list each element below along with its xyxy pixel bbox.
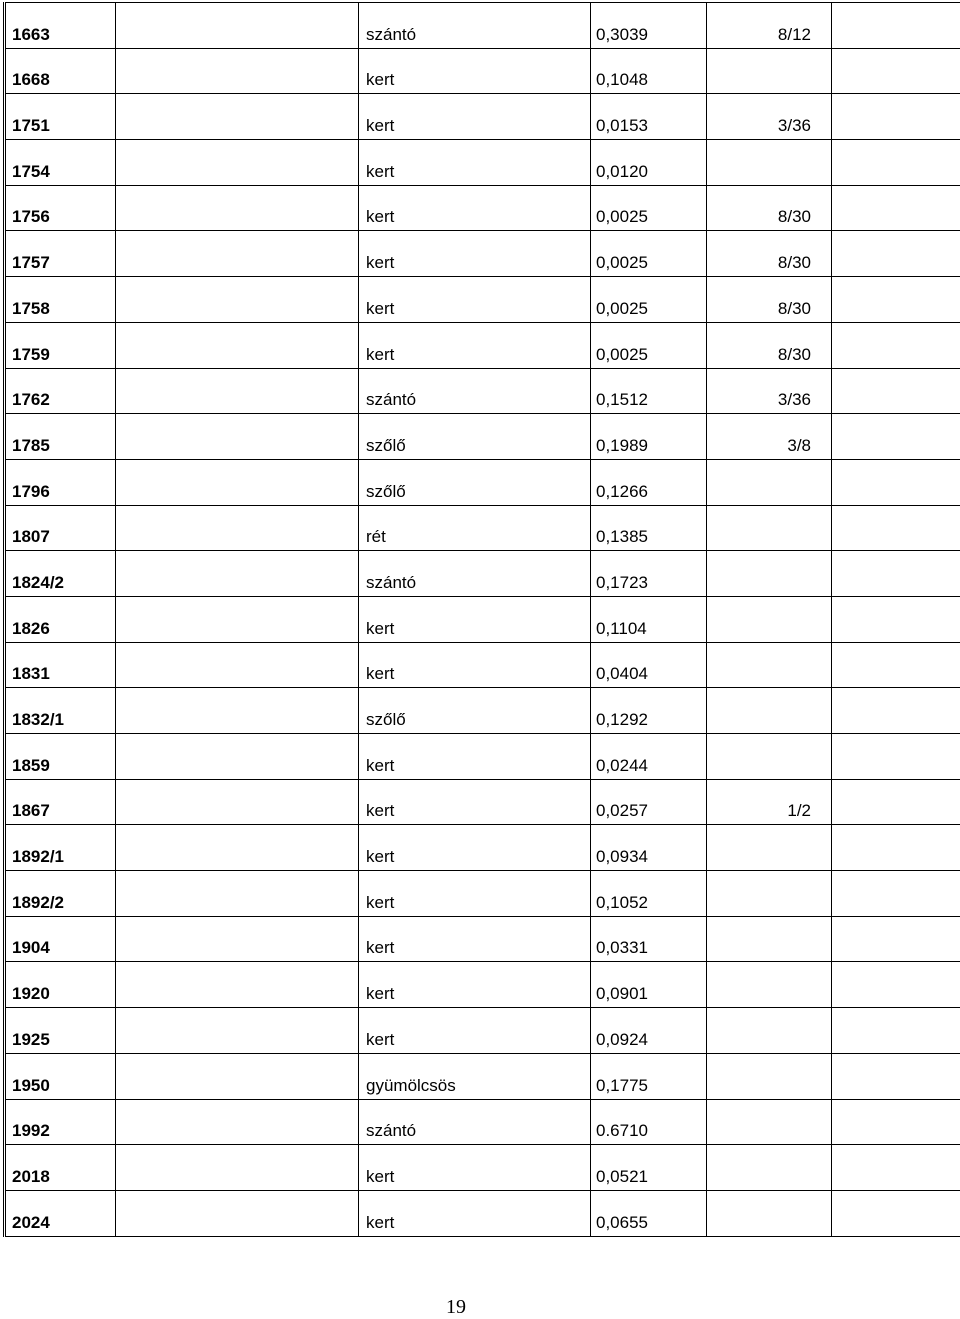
- area-cell: [591, 414, 707, 460]
- table-row: [5, 48, 960, 94]
- empty-cell: [116, 322, 359, 368]
- cultivation-cell: [359, 642, 591, 688]
- empty-cell: [832, 140, 960, 186]
- ownership-share-cell: [707, 962, 832, 1008]
- table-row: [5, 1099, 960, 1145]
- ownership-share-text: 3/36: [707, 116, 811, 139]
- area-cell: [591, 1008, 707, 1054]
- area-cell: [591, 642, 707, 688]
- parcel-number-text: 1826: [12, 619, 115, 642]
- empty-cell: [832, 916, 960, 962]
- ownership-share-cell: [707, 48, 832, 94]
- empty-cell: [832, 596, 960, 642]
- area-text: 0,0404: [596, 664, 706, 687]
- parcel-number-cell: [5, 596, 116, 642]
- cultivation-cell: [359, 459, 591, 505]
- empty-cell: [832, 3, 960, 49]
- empty-cell: [832, 368, 960, 414]
- ownership-share-cell: [707, 1008, 832, 1054]
- cultivation-cell: [359, 1053, 591, 1099]
- area-text: 0,1775: [596, 1076, 706, 1099]
- area-cell: [591, 185, 707, 231]
- empty-cell: [116, 1099, 359, 1145]
- area-text: 0,3039: [596, 25, 706, 48]
- area-cell: [591, 1053, 707, 1099]
- table-row: [5, 642, 960, 688]
- parcel-number-text: 2024: [12, 1213, 115, 1236]
- empty-cell: [832, 185, 960, 231]
- empty-cell: [116, 1008, 359, 1054]
- empty-cell: [832, 459, 960, 505]
- empty-cell: [116, 779, 359, 825]
- ownership-share-cell: [707, 277, 832, 323]
- empty-cell: [832, 277, 960, 323]
- empty-cell: [832, 48, 960, 94]
- parcel-number-cell: [5, 688, 116, 734]
- empty-cell: [116, 1145, 359, 1191]
- table-row: [5, 1053, 960, 1099]
- parcel-number-text: 1832/1: [12, 710, 115, 733]
- table-row: [5, 185, 960, 231]
- cultivation-cell: [359, 1145, 591, 1191]
- page-number: 19: [0, 1296, 912, 1319]
- cultivation-text: szántó: [366, 573, 590, 596]
- area-cell: [591, 688, 707, 734]
- ownership-share-text: 8/30: [707, 253, 811, 276]
- cultivation-cell: [359, 185, 591, 231]
- parcel-number-cell: [5, 368, 116, 414]
- area-cell: [591, 94, 707, 140]
- ownership-share-text: 8/30: [707, 207, 811, 230]
- ownership-share-cell: [707, 414, 832, 460]
- area-text: 0,0521: [596, 1167, 706, 1190]
- table-row: [5, 1190, 960, 1236]
- table-row: [5, 1145, 960, 1191]
- cultivation-text: szőlő: [366, 710, 590, 733]
- cultivation-text: kert: [366, 1213, 590, 1236]
- cultivation-text: kert: [366, 345, 590, 368]
- ownership-share-cell: [707, 459, 832, 505]
- table-row: [5, 596, 960, 642]
- ownership-share-cell: [707, 871, 832, 917]
- area-text: 0,0120: [596, 162, 706, 185]
- area-cell: [591, 1145, 707, 1191]
- parcel-number-text: 1754: [12, 162, 115, 185]
- empty-cell: [832, 688, 960, 734]
- cultivation-text: kert: [366, 207, 590, 230]
- area-text: 0,0257: [596, 801, 706, 824]
- empty-cell: [832, 1008, 960, 1054]
- area-cell: [591, 962, 707, 1008]
- table-row: [5, 962, 960, 1008]
- cultivation-text: kert: [366, 70, 590, 93]
- table-row: [5, 3, 960, 49]
- area-cell: [591, 871, 707, 917]
- empty-cell: [832, 1099, 960, 1145]
- area-text: 0,1048: [596, 70, 706, 93]
- ownership-share-cell: [707, 1053, 832, 1099]
- cultivation-text: kert: [366, 162, 590, 185]
- parcel-number-cell: [5, 414, 116, 460]
- parcel-number-cell: [5, 871, 116, 917]
- parcel-number-cell: [5, 916, 116, 962]
- cultivation-cell: [359, 368, 591, 414]
- table-row: [5, 871, 960, 917]
- area-text: 0,0025: [596, 299, 706, 322]
- table-row: [5, 459, 960, 505]
- cultivation-text: kert: [366, 847, 590, 870]
- parcel-number-text: 1751: [12, 116, 115, 139]
- ownership-share-text: 3/8: [707, 436, 811, 459]
- parcel-number-text: 1920: [12, 984, 115, 1007]
- cultivation-cell: [359, 322, 591, 368]
- empty-cell: [832, 734, 960, 780]
- parcel-number-cell: [5, 1099, 116, 1145]
- parcel-number-text: 1867: [12, 801, 115, 824]
- cultivation-cell: [359, 414, 591, 460]
- cultivation-cell: [359, 779, 591, 825]
- cultivation-cell: [359, 916, 591, 962]
- parcel-number-text: 1904: [12, 938, 115, 961]
- cultivation-text: kert: [366, 116, 590, 139]
- empty-cell: [832, 231, 960, 277]
- parcel-number-cell: [5, 1053, 116, 1099]
- cultivation-cell: [359, 231, 591, 277]
- parcel-number-text: 1831: [12, 664, 115, 687]
- table-row: [5, 551, 960, 597]
- cultivation-text: kert: [366, 664, 590, 687]
- cultivation-text: kert: [366, 938, 590, 961]
- parcel-number-text: 1796: [12, 482, 115, 505]
- parcel-number-text: 1663: [12, 25, 115, 48]
- empty-cell: [832, 1190, 960, 1236]
- empty-cell: [832, 322, 960, 368]
- cultivation-text: kert: [366, 756, 590, 779]
- parcel-number-cell: [5, 140, 116, 186]
- table-row: [5, 779, 960, 825]
- ownership-share-text: 8/12: [707, 25, 811, 48]
- table-row: [5, 368, 960, 414]
- area-cell: [591, 551, 707, 597]
- ownership-share-cell: [707, 94, 832, 140]
- table-row: [5, 231, 960, 277]
- cultivation-text: szőlő: [366, 436, 590, 459]
- ownership-share-cell: [707, 825, 832, 871]
- area-cell: [591, 1190, 707, 1236]
- parcel-number-text: 1759: [12, 345, 115, 368]
- cultivation-text: gyümölcsös: [366, 1076, 590, 1099]
- cultivation-text: kert: [366, 1030, 590, 1053]
- parcel-number-text: 1762: [12, 390, 115, 413]
- ownership-share-text: 3/36: [707, 390, 811, 413]
- area-cell: [591, 916, 707, 962]
- cultivation-text: kert: [366, 299, 590, 322]
- ownership-share-cell: [707, 322, 832, 368]
- area-cell: [591, 231, 707, 277]
- empty-cell: [832, 505, 960, 551]
- area-text: 0,1989: [596, 436, 706, 459]
- parcel-number-cell: [5, 551, 116, 597]
- table-row: [5, 916, 960, 962]
- parcel-number-cell: [5, 1008, 116, 1054]
- cultivation-text: szántó: [366, 1121, 590, 1144]
- parcel-number-text: 1892/1: [12, 847, 115, 870]
- cultivation-cell: [359, 551, 591, 597]
- ownership-share-cell: [707, 642, 832, 688]
- ownership-share-cell: [707, 779, 832, 825]
- cultivation-cell: [359, 505, 591, 551]
- parcel-number-text: 1925: [12, 1030, 115, 1053]
- ownership-share-cell: [707, 3, 832, 49]
- empty-cell: [832, 1145, 960, 1191]
- empty-cell: [116, 140, 359, 186]
- parcel-number-cell: [5, 3, 116, 49]
- parcel-number-cell: [5, 48, 116, 94]
- parcel-number-cell: [5, 231, 116, 277]
- ownership-share-cell: [707, 1145, 832, 1191]
- area-text: 0,0153: [596, 116, 706, 139]
- table-row: [5, 277, 960, 323]
- table-row: [5, 825, 960, 871]
- parcel-number-cell: [5, 505, 116, 551]
- parcel-number-cell: [5, 779, 116, 825]
- parcel-number-cell: [5, 734, 116, 780]
- ownership-share-cell: [707, 734, 832, 780]
- cultivation-cell: [359, 825, 591, 871]
- area-text: 0,0901: [596, 984, 706, 1007]
- table-row: [5, 140, 960, 186]
- cultivation-text: kert: [366, 619, 590, 642]
- area-cell: [591, 825, 707, 871]
- ownership-share-cell: [707, 688, 832, 734]
- cultivation-cell: [359, 277, 591, 323]
- area-cell: [591, 734, 707, 780]
- area-text: 0,1512: [596, 390, 706, 413]
- parcel-number-cell: [5, 459, 116, 505]
- area-cell: [591, 779, 707, 825]
- parcel-number-text: 1668: [12, 70, 115, 93]
- empty-cell: [116, 642, 359, 688]
- empty-cell: [116, 368, 359, 414]
- parcel-table-body: [5, 3, 960, 1237]
- cultivation-cell: [359, 1099, 591, 1145]
- area-text: 0,0934: [596, 847, 706, 870]
- cultivation-text: kert: [366, 1167, 590, 1190]
- area-cell: [591, 459, 707, 505]
- parcel-table: [3, 2, 960, 1237]
- empty-cell: [116, 1190, 359, 1236]
- empty-cell: [116, 962, 359, 1008]
- table-row: [5, 734, 960, 780]
- area-text: 0,0331: [596, 938, 706, 961]
- empty-cell: [116, 1053, 359, 1099]
- parcel-number-text: 1807: [12, 527, 115, 550]
- ownership-share-cell: [707, 596, 832, 642]
- parcel-number-cell: [5, 185, 116, 231]
- table-row: [5, 414, 960, 460]
- empty-cell: [116, 48, 359, 94]
- area-cell: [591, 3, 707, 49]
- parcel-number-text: 1892/2: [12, 893, 115, 916]
- table-row: [5, 505, 960, 551]
- parcel-number-cell: [5, 962, 116, 1008]
- area-text: 0,0025: [596, 207, 706, 230]
- empty-cell: [116, 185, 359, 231]
- empty-cell: [116, 825, 359, 871]
- area-text: 0,1292: [596, 710, 706, 733]
- cultivation-text: szőlő: [366, 482, 590, 505]
- empty-cell: [832, 825, 960, 871]
- ownership-share-text: [707, 1233, 811, 1236]
- empty-cell: [116, 596, 359, 642]
- empty-cell: [832, 779, 960, 825]
- parcel-number-cell: [5, 825, 116, 871]
- empty-cell: [116, 734, 359, 780]
- empty-cell: [832, 414, 960, 460]
- ownership-share-cell: [707, 140, 832, 186]
- area-cell: [591, 368, 707, 414]
- area-text: 0,1052: [596, 893, 706, 916]
- area-cell: [591, 48, 707, 94]
- area-text: 0,1104: [596, 619, 706, 642]
- cultivation-cell: [359, 140, 591, 186]
- area-cell: [591, 596, 707, 642]
- parcel-number-text: 2018: [12, 1167, 115, 1190]
- ownership-share-cell: [707, 1099, 832, 1145]
- empty-cell: [116, 277, 359, 323]
- cultivation-cell: [359, 688, 591, 734]
- empty-cell: [116, 871, 359, 917]
- area-text: 0,0025: [596, 345, 706, 368]
- parcel-number-text: 1992: [12, 1121, 115, 1144]
- ownership-share-cell: [707, 231, 832, 277]
- ownership-share-text: 8/30: [707, 345, 811, 368]
- empty-cell: [116, 505, 359, 551]
- area-cell: [591, 505, 707, 551]
- empty-cell: [832, 551, 960, 597]
- cultivation-cell: [359, 871, 591, 917]
- table-row: [5, 322, 960, 368]
- cultivation-cell: [359, 962, 591, 1008]
- cultivation-cell: [359, 3, 591, 49]
- parcel-number-text: 1859: [12, 756, 115, 779]
- empty-cell: [832, 642, 960, 688]
- parcel-number-cell: [5, 277, 116, 323]
- cultivation-cell: [359, 94, 591, 140]
- ownership-share-text: 8/30: [707, 299, 811, 322]
- cultivation-text: szántó: [366, 25, 590, 48]
- area-text: 0.6710: [596, 1121, 706, 1144]
- parcel-number-cell: [5, 1190, 116, 1236]
- ownership-share-cell: [707, 185, 832, 231]
- area-text: 0,1385: [596, 527, 706, 550]
- cultivation-text: kert: [366, 253, 590, 276]
- cultivation-text: rét: [366, 527, 590, 550]
- parcel-number-cell: [5, 642, 116, 688]
- parcel-number-text: 1758: [12, 299, 115, 322]
- table-row: [5, 688, 960, 734]
- cultivation-text: kert: [366, 893, 590, 916]
- cultivation-cell: [359, 48, 591, 94]
- parcel-number-text: 1824/2: [12, 573, 115, 596]
- cultivation-cell: [359, 1190, 591, 1236]
- empty-cell: [832, 962, 960, 1008]
- cultivation-cell: [359, 1008, 591, 1054]
- ownership-share-cell: [707, 551, 832, 597]
- cultivation-cell: [359, 596, 591, 642]
- area-text: 0,0924: [596, 1030, 706, 1053]
- parcel-number-cell: [5, 1145, 116, 1191]
- cultivation-text: kert: [366, 984, 590, 1007]
- empty-cell: [116, 459, 359, 505]
- empty-cell: [832, 871, 960, 917]
- area-cell: [591, 322, 707, 368]
- area-text: 0,1723: [596, 573, 706, 596]
- area-text: 0,1266: [596, 482, 706, 505]
- table-row: [5, 94, 960, 140]
- area-cell: [591, 140, 707, 186]
- ownership-share-cell: [707, 505, 832, 551]
- parcel-number-text: 1757: [12, 253, 115, 276]
- cultivation-text: szántó: [366, 390, 590, 413]
- empty-cell: [116, 231, 359, 277]
- parcel-number-text: 1785: [12, 436, 115, 459]
- empty-cell: [116, 551, 359, 597]
- empty-cell: [116, 414, 359, 460]
- ownership-share-cell: [707, 916, 832, 962]
- table-row: [5, 1008, 960, 1054]
- parcel-number-text: 1756: [12, 207, 115, 230]
- parcel-number-text: 1950: [12, 1076, 115, 1099]
- ownership-share-cell: [707, 368, 832, 414]
- empty-cell: [116, 3, 359, 49]
- parcel-number-cell: [5, 94, 116, 140]
- area-text: 0,0025: [596, 253, 706, 276]
- empty-cell: [832, 1053, 960, 1099]
- area-text: 0,0244: [596, 756, 706, 779]
- empty-cell: [116, 688, 359, 734]
- cultivation-text: kert: [366, 801, 590, 824]
- area-cell: [591, 277, 707, 323]
- area-cell: [591, 1099, 707, 1145]
- area-text: 0,0655: [596, 1213, 706, 1236]
- empty-cell: [116, 916, 359, 962]
- parcel-number-cell: [5, 322, 116, 368]
- ownership-share-cell: [707, 1190, 832, 1236]
- empty-cell: [116, 94, 359, 140]
- cultivation-cell: [359, 734, 591, 780]
- empty-cell: [832, 94, 960, 140]
- ownership-share-text: 1/2: [707, 801, 811, 824]
